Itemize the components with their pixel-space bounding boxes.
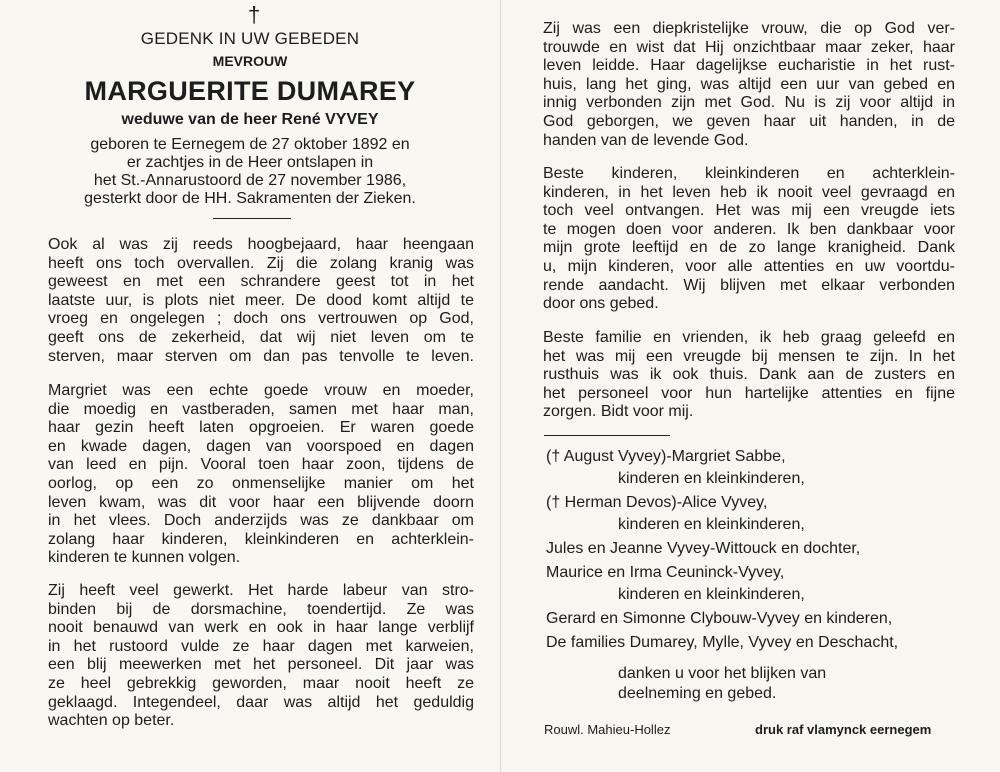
paragraph-2 <box>48 382 474 568</box>
family-line: De families Dumarey, Mylle, Vyvey en Deschacht, <box>546 634 899 651</box>
text-line: geweest en met een schrandere geest tot in het <box>48 273 474 291</box>
family-line: Gerard en Simonne Clybouw-Vyvey en kinderen, <box>546 610 893 627</box>
family-line: kinderen en kleinkinderen, <box>618 470 805 487</box>
text-line: mijn grote leeftijd en de zo lange kranigheid. Dank <box>543 239 955 257</box>
printer-credit: druk raf vlamynck eernegem <box>755 722 932 737</box>
text-line: kinderen te kunnen volgen. <box>48 549 241 567</box>
text-line: oorlog, op een zo onmenselijke manier om het <box>48 474 474 492</box>
text-line: trouwde en wist dat Hij onzichtbaar maar zeker, haar <box>543 38 955 56</box>
text-line: het personeel voor hun hartelijke attenties en fijne <box>543 384 955 402</box>
text-line: kinderen, in het leven heb ik nooit veel gevraagd en <box>543 183 955 201</box>
thanks-line: deelneming en gebed. <box>618 685 777 702</box>
text-line: rende aandacht. Wij blijven met elkaar verbonden <box>543 276 955 294</box>
text-line: Margriet was een echte goede vrouw en moeder, <box>48 382 474 399</box>
text-line: zorgen. Bidt voor mij. <box>543 403 694 421</box>
text-line: een blij meewerken met het personeel. Dit jaar was <box>48 656 474 674</box>
family-line: († Herman Devos)-Alice Vyvey, <box>546 494 768 511</box>
text-line: in het vlees. Doch anderzijds was ze dankbaar om <box>48 512 474 530</box>
text-line: van leed en pijn. Vooral toen haar zoon, tijdens de <box>48 456 474 474</box>
text-line: huis, lang het ging, was altijd een uur van gebed en <box>543 75 955 93</box>
text-line: handen van de levende God. <box>543 131 749 149</box>
deceased-name: MARGUERITE DUMAREY <box>84 76 416 106</box>
paragraph-3 <box>48 582 474 731</box>
family-line: kinderen en kleinkinderen, <box>618 516 805 533</box>
text-line: nooit benauwd van werk en ook in haar lange verblijf <box>48 619 474 637</box>
text-line: door ons gebed. <box>543 295 659 313</box>
right-page <box>500 0 1000 772</box>
paragraph-1 <box>48 236 474 366</box>
intro-line: er zachtjes in de Heer ontslapen in <box>126 154 374 171</box>
text-line: sterven, maar sterven om dan pas tenvolle te leven. <box>48 347 474 365</box>
thanks-text <box>618 664 826 704</box>
paragraph-5 <box>543 165 955 314</box>
thanks-line: danken u voor het blijken van <box>618 665 827 682</box>
text-line: te mogen doen voor anderen. Ik ben dankbaar voor <box>543 220 955 238</box>
text-line: rusthuis was ik ook thuis. Dank aan de zusters en <box>543 366 955 384</box>
text-line: Ook al was zij reeds hoogbejaard, haar heengaan <box>48 236 474 253</box>
text-line: Zij heeft veel gewerkt. Het harde labeur van stro- <box>48 582 474 599</box>
paragraph-6 <box>543 329 955 422</box>
text-line: innig verbonden zijn met God. Nu is zij voor altijd in <box>543 94 955 112</box>
text-line: geeft ons de zekerheid, dat wij niet leven om te <box>48 328 474 346</box>
text-line: laatste uur, is plots niet meer. De dood komt altijd te <box>48 291 474 309</box>
family-line: Jules en Jeanne Vyvey-Wittouck en dochter, <box>546 540 861 557</box>
spouse-line: weduwe van de heer René VYVEY <box>121 111 379 128</box>
family-line: Maurice en Irma Ceuninck-Vyvey, <box>546 564 785 581</box>
text-line: toch veel ontvangen. Het was mij een vreugde iets <box>543 202 955 220</box>
text-line: het was mij een vreugde bij mensen te zijn. In het <box>543 347 955 365</box>
title-label: MEVROUW <box>212 53 288 69</box>
text-line: leven kwam, was dit voor haar een blijvende doorn <box>48 493 474 511</box>
family-line: kinderen en kleinkinderen, <box>618 586 805 603</box>
text-line: en kwade dagen, dagen van voorspoed en dagen <box>48 437 474 455</box>
remember-heading: GEDENK IN UW GEBEDEN <box>140 29 360 48</box>
text-line: u, mijn kinderen, voor alle attenties en uw voortdu- <box>543 257 955 275</box>
paragraph-4 <box>543 20 955 150</box>
text-line: haar gezin heeft laten opgroeien. Er waren goede <box>48 419 474 437</box>
intro-line: het St.-Annarustoord de 27 november 1986, <box>93 172 407 189</box>
text-line: vroeg en ongelegen ; doch ons vertrouwen op God, <box>48 310 474 328</box>
family-line: († August Vyvey)-Margriet Sabbe, <box>546 448 786 465</box>
divider <box>544 435 670 436</box>
text-line: leven leidde. Haar dagelijkse eucharistie in het rust- <box>543 57 955 75</box>
text-line: in het rustoord vulde ze haar dagen met karweien, <box>48 637 474 655</box>
text-line: God geborgen, we geven haar uit handen, in de <box>543 112 955 130</box>
intro-line: gesterkt door de HH. Sakramenten der Zieken. <box>84 190 416 207</box>
text-line: zolang haar kinderen, kleinkinderen en achterklein- <box>48 530 474 548</box>
text-line: die moedig en vastberaden, samen met haar man, <box>48 400 474 418</box>
biography-intro <box>0 136 500 208</box>
divider <box>213 218 291 219</box>
funeral-director: Rouwl. Mahieu-Hollez <box>544 722 671 737</box>
intro-line: geboren te Eernegem de 27 oktober 1892 en <box>90 136 410 153</box>
text-line: Beste familie en vrienden, ik heb graag geleefd en <box>543 329 955 346</box>
text-line: ze heel gebrekkig geworden, maar nooit heeft ze <box>48 674 474 692</box>
text-line: Beste kinderen, kleinkinderen en achterklein- <box>543 165 955 182</box>
text-line: Zij was een diepkristelijke vrouw, die op God ver- <box>543 20 955 37</box>
text-line: geklaagd. Integendeel, daar was altijd het geduldig <box>48 693 474 711</box>
cross-icon: † <box>248 2 261 27</box>
text-line: binden bij de dorsmachine, toendertijd. Ze was <box>48 600 474 618</box>
text-line: wachten op beter. <box>48 712 175 730</box>
text-line: heeft ons toch overvallen. Zij die zolang kranig was <box>48 254 474 272</box>
